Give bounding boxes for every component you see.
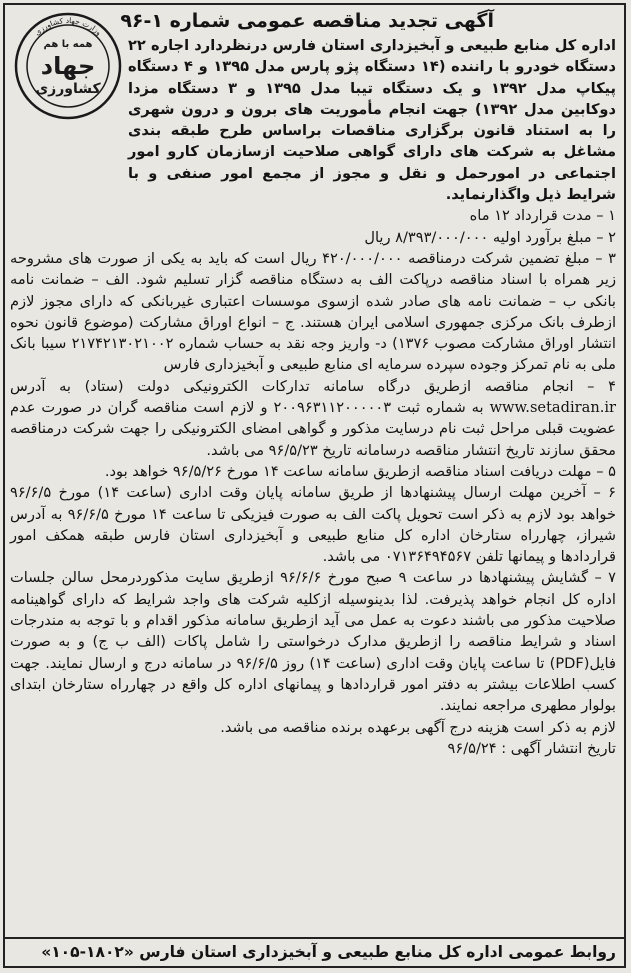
svg-text:کشاورزی: کشاورزی — [35, 81, 101, 97]
condition-item-6: ۶ – آخرین مهلت ارسال پیشنهادها از طریق سامانه پایان وقت اداری (ساعت ۱۴) مورخ ۹۶/۶/۵ خواهد بود لازم به ذکر است تحویل پاکت الف به صورت فیزیکی تا ساعت ۱۴ مورخ ۹۶/۶/۵ به آدرس شیراز، چهارراه ستارخان اداره کل منابع طبیعی و آبخیزداری استان فارس طبقه همکف امور قراردادها و پیمانها تلفن ۰۷۱۳۶۴۹۴۵۶۷ می باشد. — [10, 484, 616, 566]
condition-item-4-lead: ۴ – انجام مناقصه ازطریق درگاه سامانه تدارکات الکترونیکی دولت (ستاد) به آدرس — [10, 377, 616, 395]
svg-text:وزارت جهاد کشاورزی: وزارت جهاد کشاورزی — [32, 15, 104, 38]
condition-item-5: ۵ – مهلت دریافت اسناد مناقصه ازطریق سامانه ساعت ۱۴ مورخ ۹۶/۵/۲۶ خواهد بود. — [104, 462, 616, 480]
condition-item-2: ۲ – مبلغ برآورد اولیه ۸/۳۹۳/۰۰۰/۰۰۰ ریال — [364, 228, 616, 246]
notice-frame — [3, 3, 626, 968]
condition-item-4-detail: به شماره ثبت ۲۰۰۹۶۳۱۱۲۰۰۰۰۰۳ و لازم است مناقصه گران در صورت عدم عضویت قبلی مراحل ثبت نام درسایت مذکور و گواهی امضای الکترونیکی را جهت شرکت درمناقصه محقق سازند تاریخ انتشار مناقصه درسامانه تاریخ ۹۶/۵/۲۳ می باشد. — [10, 399, 616, 459]
svg-text:جهاد: جهاد — [40, 52, 96, 80]
setadiran-link[interactable]: www.setadiran.ir — [489, 399, 617, 417]
footer-text: روابط عمومی اداره کل منابع طبیعی و آبخیزداری استان فارس «۱۸۰۲-۱۰۵» — [41, 943, 616, 961]
svg-text:همه با هم: همه با هم — [43, 39, 93, 50]
condition-item-4 — [10, 376, 616, 461]
cost-note: لازم به ذکر است هزینه درج آگهی برعهده برنده مناقصه می باشد. — [220, 718, 616, 736]
notice-intro: اداره کل منابع طبیعی و آبخیزداری استان فارس درنظردارد اجاره ۲۲ دستگاه خودرو با راننده (۱۴ دستگاه پژو پارس مدل ۱۳۹۵ و ۴ دستگاه پیکاپ مدل ۱۳۹۲ و یک دستگاه تیبا مدل ۱۳۹۵ و ۳ دستگاه مزدا دوکابین مدل ۱۳۹۲) جهت انجام مأموریت های برون و درون شهری را به استناد قانون برگزاری مناقصات براساس طرح طبقه بندی مشاغل به شرکت های دارای گواهی صلاحیت ازسازمان کارو امور اجتماعی در امورحمل و نقل و مجوز از مجمع امور صنفی و با شرایط ذیل واگذارنماید. — [128, 37, 616, 204]
condition-item-1: ۱ – مدت قرارداد ۱۲ ماه — [469, 207, 616, 225]
notice-title: آگهی تجدید مناقصه عمومی شماره ۱-۹۶ — [120, 10, 494, 32]
publish-date: تاریخ انتشار آگهی : ۹۶/۵/۲۴ — [447, 739, 616, 757]
condition-item-7: ۷ – گشایش پیشنهادها در ساعت ۹ صبح مورخ ۹۶/۶/۶ ازطریق سایت مذکوردرمحل سالن جلسات اداره کل انجام خواهد پذیرفت. لذا بدینوسیله ازکلیه شرکت های واجد شرایط که دارای گواهینامه صلاحیت مذکور می باشند دعوت به عمل می آید ازطریق سامانه مذکور اقدام و با توجه به مندرجات اسناد و شرایط مناقصه را ازطریق مدارک درخواستی را شامل پاکات (الف ب ج) و به صورت فایل(PDF) تا ساعت پایان وقت اداری (ساعت ۱۴) روز ۹۶/۶/۵ در سامانه درج و ارسال نمایند. جهت کسب اطلاعات بیشتر به دفتر امور قراردادها و پیمانهای اداره کل واقع در چهارراه ستارخان ابتدای بولوار مطهری مراجعه نمایند. — [10, 569, 616, 715]
condition-item-3: ۳ – مبلغ تضمین شرکت درمناقصه ۴۲۰/۰۰۰/۰۰۰ ریال است که باید به یکی از صورت های مشروحه زیر همراه با اسناد مناقصه درپاکت الف به دستگاه مناقصه گزار تسلیم شود. الف – ضمانت نامه بانکی ب – ضمانت نامه های صادر شده ازسوی موسسات اعتباری غیربانکی که دارای مجوز لازم ازطرف بانک مرکزی جمهوری اسلامی ایران هستند. ج – انواع اوراق مشارکت (موضوع قانون نحوه انتشار اوراق مشارکت مصوب ۱۳۷۶) د- واریز وجه نقد به حساب شماره ۲۱۷۴۲۱۳۰۲۱۰۰۲ سیبا بانک ملی به نام تمرکز وجوده سپرده سرمایه ای منابع طبیعی و آبخیزداری فارس — [10, 249, 616, 374]
public-relations-footer — [5, 937, 624, 966]
notice-body — [10, 35, 616, 759]
